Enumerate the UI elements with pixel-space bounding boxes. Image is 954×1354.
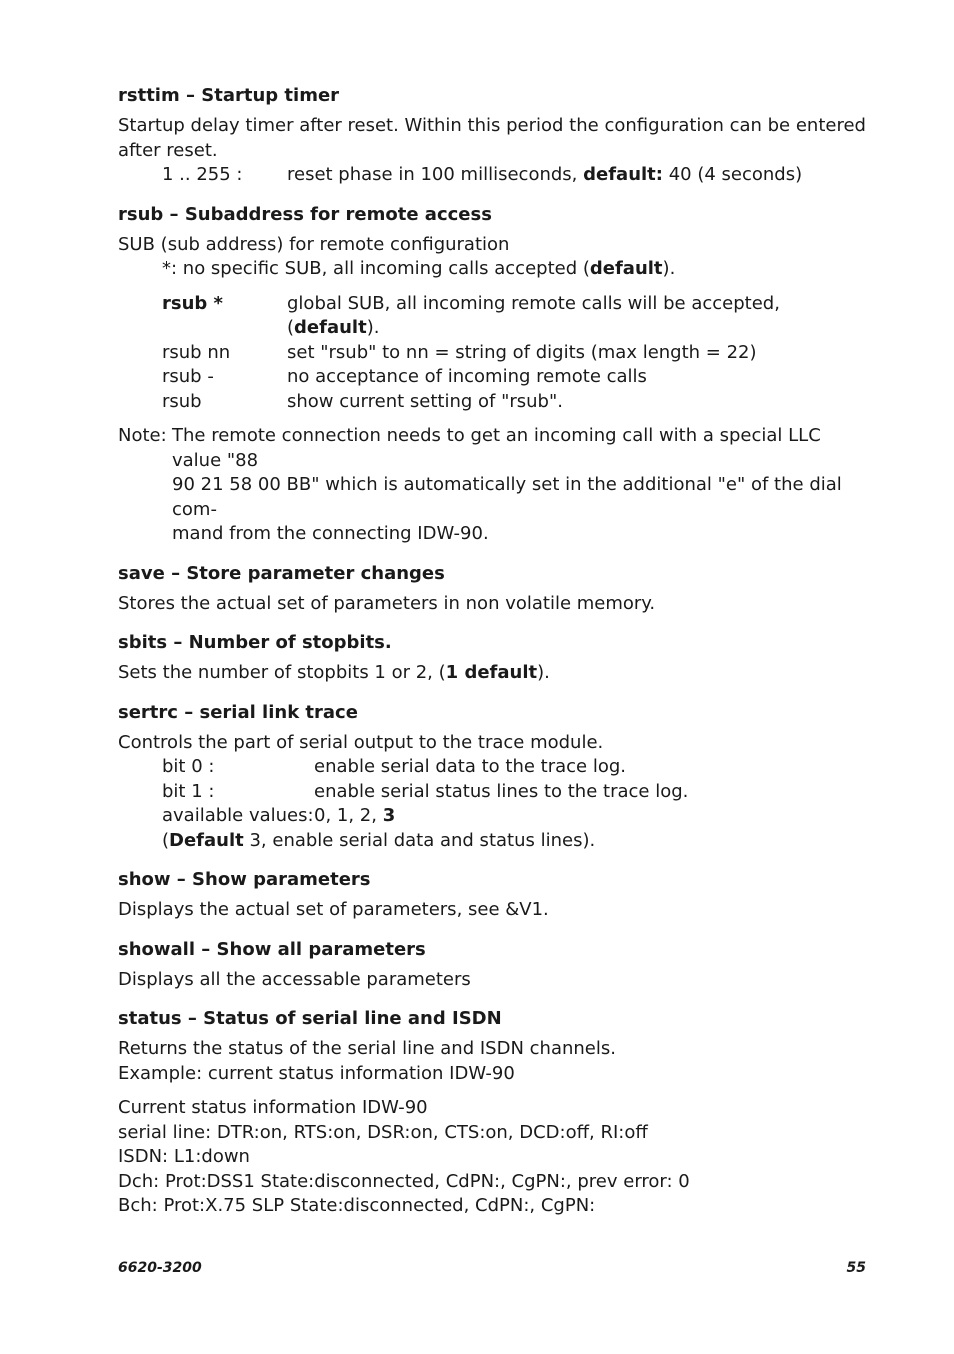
section-status: [118, 1007, 868, 1219]
section-heading: rsub – Subaddress for remote access: [118, 203, 492, 225]
note-label: Note:: [118, 425, 167, 446]
status-output-line: ISDN: L1:down: [118, 1146, 250, 1167]
command-description: set "rsub" to nn = string of digits (max length = 22): [287, 341, 757, 363]
section-heading: show – Show parameters: [118, 869, 371, 890]
section-sertrc: [118, 701, 868, 854]
star-note: *: no specific SUB, all incoming calls accepted (default).: [162, 258, 676, 279]
status-output-line: Bch: Prot:X.75 SLP State:disconnected, CdPN:, CgPN:: [118, 1195, 596, 1216]
section-heading: status – Status of serial line and ISDN: [118, 1008, 502, 1029]
param-range: 1 .. 255 :: [162, 164, 243, 185]
section-description: Controls the part of serial output to the trace module.: [118, 731, 604, 753]
section-description: Stores the actual set of parameters in non volatile memory.: [118, 592, 656, 614]
bit-row: [118, 755, 868, 780]
default-note: (Default 3, enable serial data and status lines).: [162, 829, 596, 851]
section-description: SUB (sub address) for remote configuration: [118, 233, 510, 255]
section-description: Startup delay timer after reset. Within this period the configuration can be entered after reset.: [118, 115, 866, 161]
bit-row: [118, 780, 868, 805]
available-values-label: available values:: [162, 805, 314, 826]
command-row: [118, 365, 868, 390]
section-heading: sertrc – serial link trace: [118, 701, 358, 723]
param-row: [118, 163, 868, 188]
bit-description: enable serial data to the trace log.: [314, 756, 627, 777]
section-heading: save – Store parameter changes: [118, 562, 445, 584]
note-text: The remote connection needs to get an incoming call with a special LLC value "88 90 21 58 00 BB" which is automatically set in the additional "e" of the dial com- mand from the connecting IDW-90.: [172, 425, 842, 544]
section-heading: rsttim – Startup timer: [118, 85, 340, 106]
command-name: rsub nn: [162, 341, 231, 363]
section-description: Displays the actual set of parameters, see &V1.: [118, 899, 549, 920]
section-description: Displays all the accessable parameters: [118, 968, 471, 990]
section-showall: [118, 938, 868, 993]
command-name: rsub -: [162, 366, 214, 387]
command-row: [118, 292, 868, 341]
bit-label: bit 0 :: [162, 756, 215, 777]
status-output-line: Dch: Prot:DSS1 State:disconnected, CdPN:, CgPN:, prev error: 0: [118, 1170, 690, 1192]
section-show: [118, 868, 868, 923]
section-description: Sets the number of stopbits 1 or 2, (1 default).: [118, 662, 550, 683]
section-description: Returns the status of the serial line and ISDN channels.: [118, 1038, 616, 1059]
example-caption: Example: current status information IDW-90: [118, 1062, 515, 1084]
section-sbits: [118, 631, 868, 686]
param-value: reset phase in 100 milliseconds, default: 40 (4 seconds): [287, 164, 803, 185]
page-number: 55: [846, 1260, 866, 1276]
document-number: 6620-3200: [118, 1260, 202, 1276]
note-block: [118, 424, 868, 547]
available-values: 0, 1, 2, 3: [314, 805, 396, 826]
status-output-line: serial line: DTR:on, RTS:on, DSR:on, CTS:on, DCD:off, RI:off: [118, 1121, 648, 1143]
command-name: rsub: [162, 390, 202, 412]
available-values-row: [118, 804, 868, 829]
command-name: rsub *: [162, 292, 223, 314]
bit-description: enable serial status lines to the trace log.: [314, 780, 689, 802]
section-rsttim: [118, 84, 868, 188]
section-heading: sbits – Number of stopbits.: [118, 632, 392, 653]
section-heading: showall – Show all parameters: [118, 938, 426, 960]
command-description: no acceptance of incoming remote calls: [287, 366, 647, 387]
command-row: [118, 341, 868, 366]
bit-label: bit 1 :: [162, 780, 215, 802]
command-row: [118, 390, 868, 415]
status-output-line: Current status information IDW-90: [118, 1097, 428, 1118]
command-description: global SUB, all incoming remote calls will be accepted, (default).: [287, 292, 780, 338]
command-description: show current setting of "rsub".: [287, 390, 563, 412]
page-content: [118, 84, 868, 1234]
section-rsub: [118, 203, 868, 547]
section-save: [118, 562, 868, 617]
page-footer: [118, 1260, 866, 1276]
